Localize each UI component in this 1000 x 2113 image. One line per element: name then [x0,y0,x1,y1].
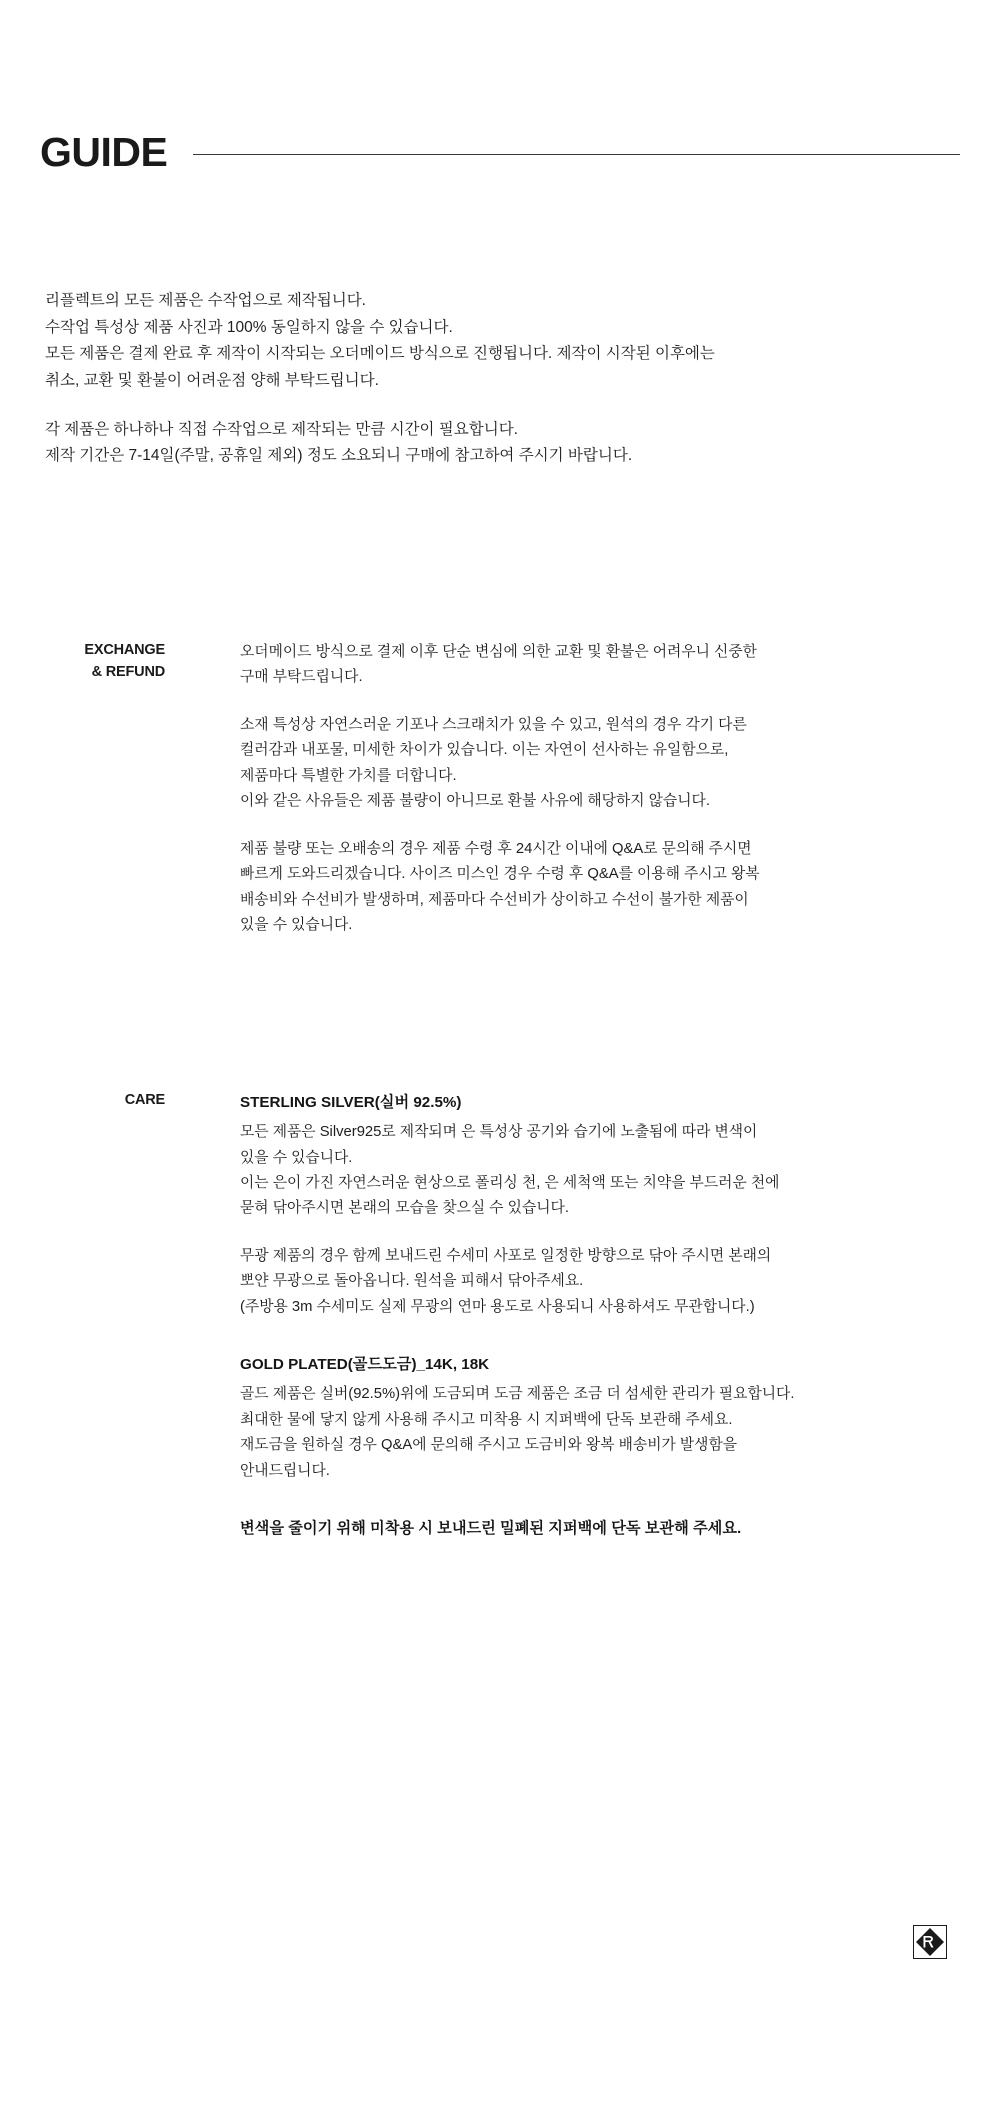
body-line: 오더메이드 방식으로 결제 이후 단순 변심에 의한 교환 및 환불은 어려우니 신중한 [240,644,757,660]
page-title: GUIDE [40,129,168,175]
care-subheading-gold-plated: GOLD PLATED(골드도금)_14K, 18K [240,1356,490,1374]
body-line: 배송비와 수선비가 발생하며, 제품마다 수선비가 상이하고 수선이 불가한 제품이 [240,891,749,908]
body-line: 묻혀 닦아주시면 본래의 모습을 찾으실 수 있습니다. [240,1200,569,1217]
intro-text [45,288,925,470]
body-line: 제품 불량 또는 오배송의 경우 제품 수령 후 24시간 이내에 Q&A로 문의해 주시면 [240,840,752,857]
intro-line: 수작업 특성상 제품 사진과 100% 동일하지 않을 수 있습니다. [45,318,453,336]
body-line: 소재 특성상 자연스러운 기포나 스크래치가 있을 수 있고, 원석의 경우 각기 다른 [240,716,747,733]
body-line: 구매 부탁드립니다. [240,669,363,686]
spacer [240,815,950,837]
section-exchange-refund [0,640,1000,938]
intro-line: 리플렉트의 모든 제품은 수작업으로 제작됩니다. [45,292,366,309]
body-line: 있을 수 있습니다. [240,916,353,933]
body-line: 이와 같은 사유들은 제품 불량이 아니므로 환불 사유에 해당하지 않습니다. [240,793,710,810]
section-body-exchange-refund [240,640,950,938]
section-label-line: & REFUND [91,663,165,680]
body-line: 있을 수 있습니다. [240,1149,353,1166]
spacer [240,1320,950,1352]
intro-line: 취소, 교환 및 환불이 어려운점 양해 부탁드립니다. [45,371,379,389]
care-subheading-sterling-silver: STERLING SILVER(실버 92.5%) [240,1094,462,1111]
spacer [240,691,950,713]
section-label-exchange-refund [45,640,165,684]
section-label-line: EXCHANGE [84,642,165,658]
reflect-logo-icon [913,1925,947,1959]
body-line: 재도금을 원하실 경우 Q&A에 문의해 주시고 도금비와 왕복 배송비가 발생함을 [240,1437,738,1454]
intro-line: 모든 제품은 결제 완료 후 제작이 시작되는 오더메이드 방식으로 진행됩니다. 제작이 시작된 이후에는 [45,345,715,363]
care-closing-note: 변색을 줄이기 위해 미착용 시 보내드린 밀폐된 지퍼백에 단독 보관해 주세요. [240,1520,742,1538]
section-body-care [240,1090,950,1542]
spacer [240,1222,950,1244]
intro-line: 제작 기간은 7-14일(주말, 공휴일 제외) 정도 소요되니 구매에 참고하여 주시기 바랍니다. [45,447,633,465]
body-line: 뽀얀 무광으로 돌아옵니다. 원석을 피해서 닦아주세요. [240,1273,584,1290]
body-line: (주방용 3m 수세미도 실제 무광의 연마 용도로 사용되니 사용하셔도 무관합니다.) [240,1298,755,1315]
intro-line: 각 제품은 하나하나 직접 수작업으로 제작되는 만큼 시간이 필요합니다. [45,420,518,438]
spacer [45,395,925,417]
body-line: 모든 제품은 Silver925로 제작되며 은 특성상 공기와 습기에 노출됨에 따라 변색이 [240,1124,758,1141]
spacer [240,1484,950,1516]
body-line: 제품마다 특별한 가치를 더합니다. [240,767,457,784]
body-line: 골드 제품은 실버(92.5%)위에 도금되며 도금 제품은 조금 더 섬세한 관리가 필요합니다. [240,1386,795,1403]
body-line: 최대한 물에 닿지 않게 사용해 주시고 미착용 시 지퍼백에 단독 보관해 주세요. [240,1411,733,1428]
body-line: 컬러감과 내포물, 미세한 차이가 있습니다. 이는 자연이 선사하는 유일함으로, [240,742,729,759]
section-label-care [45,1090,165,1112]
body-line: 안내드립니다. [240,1462,330,1479]
body-line: 무광 제품의 경우 함께 보내드린 수세미 사포로 일정한 방향으로 닦아 주시면 본래의 [240,1247,772,1264]
section-care [0,1090,1000,1542]
body-line: 이는 은이 가진 자연스러운 현상으로 폴리싱 천, 은 세척액 또는 치약을 부드러운 천에 [240,1175,780,1192]
body-line: 빠르게 도와드리겠습니다. 사이즈 미스인 경우 수령 후 Q&A를 이용해 주시고 왕복 [240,866,760,883]
section-label-line: CARE [124,1092,165,1108]
page-header [40,129,960,175]
header-divider [193,154,960,155]
